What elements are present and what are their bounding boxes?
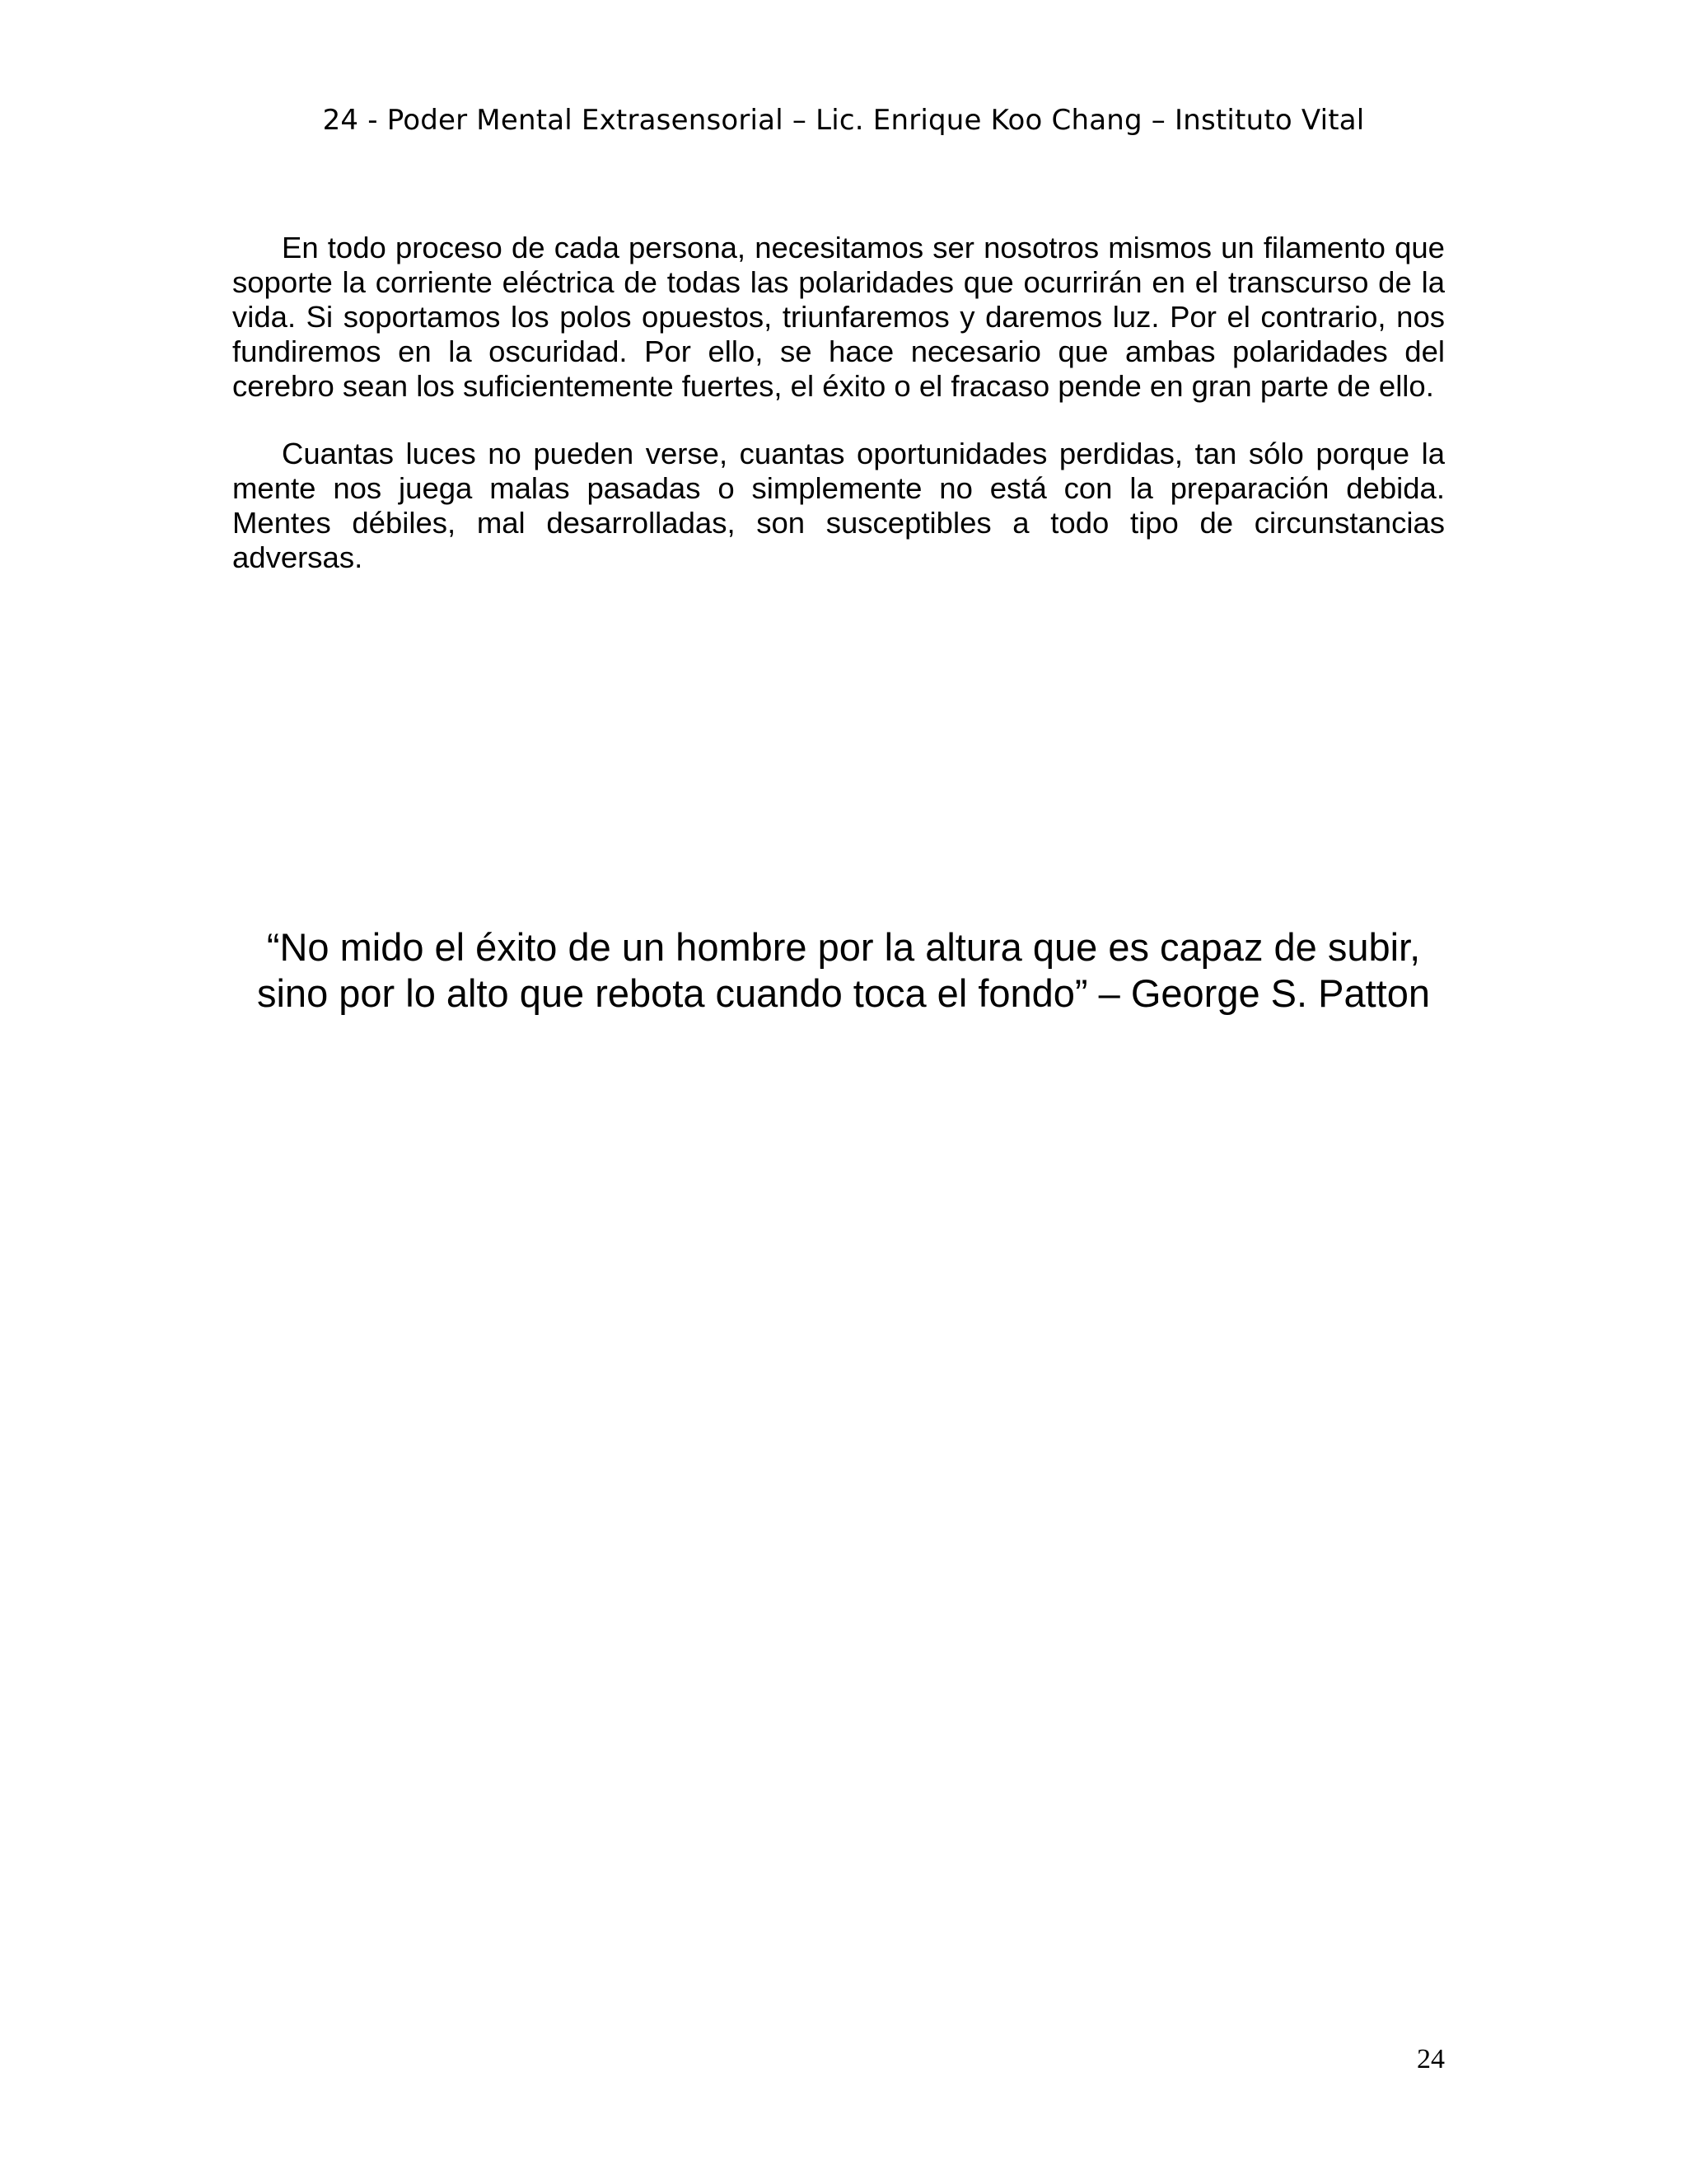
body-paragraph-1: En todo proceso de cada persona, necesitamos ser nosotros mismos un filamento que soporte la corriente eléctrica de todas las polaridades que ocurrirán en el transcurso de la vida. Si soportamos los polos opuestos, triunfaremos y daremos luz. Por el contrario, nos fundiremos en la oscuridad. Por ello, se hace necesario que ambas polaridades del cerebro sean los suficientemente fuertes, el éxito o el fracaso pende en gran parte de ello. bbox=[232, 231, 1445, 403]
quote-line-2: sino por lo alto que rebota cuando toca el fondo” – George S. Patton bbox=[256, 971, 1431, 1015]
page-number: 24 bbox=[1417, 2044, 1445, 2074]
running-header: 24 - Poder Mental Extrasensorial – Lic. Enrique Koo Chang – Instituto Vital bbox=[322, 104, 1365, 137]
quote-line-1: “No mido el éxito de un hombre por la altura que es capaz de subir, bbox=[266, 925, 1421, 969]
quote-block bbox=[0, 924, 1687, 1017]
body-paragraph-2: Cuantas luces no pueden verse, cuantas oportunidades perdidas, tan sólo porque la mente nos juega malas pasadas o simplemente no está con la preparación debida. Mentes débiles, mal desarrolladas, son susceptibles a todo tipo de circunstancias adversas. bbox=[232, 437, 1445, 574]
